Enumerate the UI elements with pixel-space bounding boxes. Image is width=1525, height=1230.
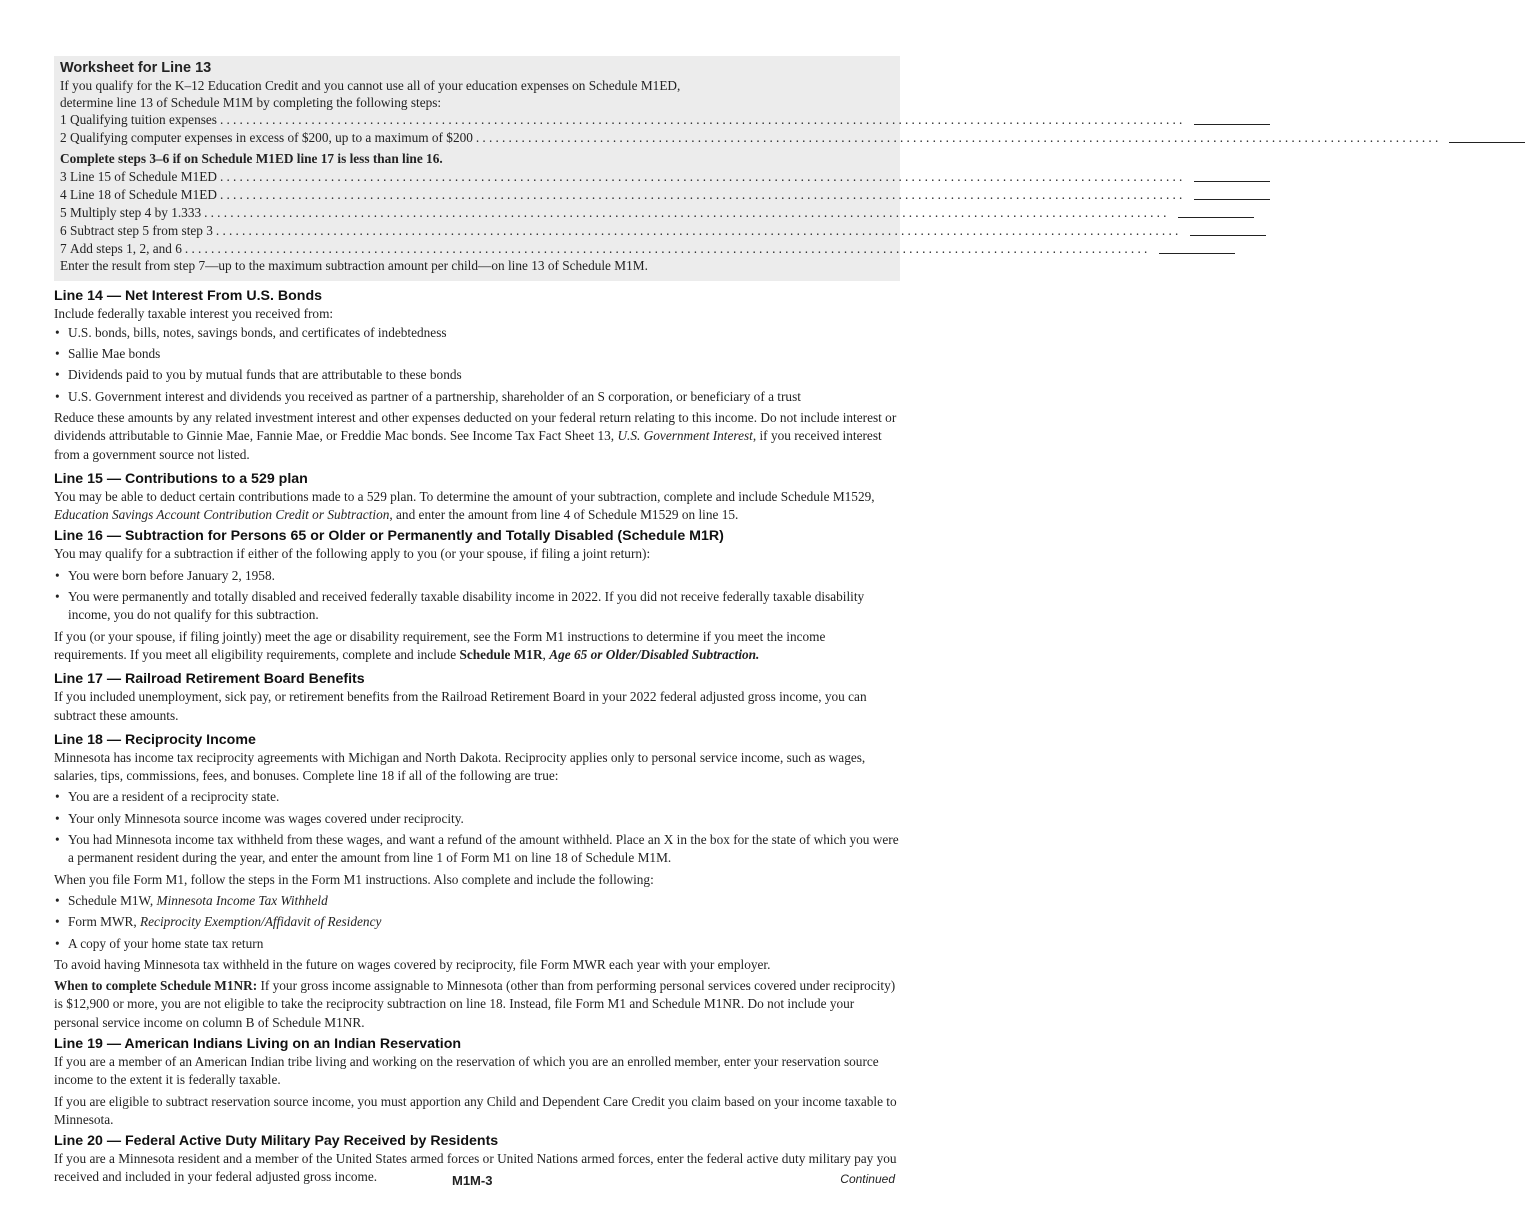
line-14-intro: Include federally taxable interest you received from: <box>54 305 334 321</box>
text: , and enter the amount from line 4 of Schedule M1529 on line 15. <box>389 507 739 523</box>
list-item: • You are a resident of a reciprocity state. <box>54 788 900 806</box>
dot-leader: .................................................................................................................................................... <box>184 241 1151 256</box>
list-item: • U.S. bonds, bills, notes, savings bonds, and certificates of indebtedness <box>54 324 900 342</box>
worksheet-step <box>60 222 1182 240</box>
dot-leader: .................................................................................................................................................... <box>215 223 1182 238</box>
line-14-list <box>54 324 900 406</box>
bold-lead: When to complete Schedule M1NR: <box>54 978 258 994</box>
list-item <box>54 935 900 953</box>
step-text: Line 18 of Schedule M1ED <box>70 187 217 202</box>
form-title: Reciprocity Exemption/Affidavit of Residency <box>140 914 382 930</box>
line-18-forms-list <box>54 892 900 953</box>
text: Schedule M1W, <box>68 892 157 908</box>
step-text: Add steps 1, 2, and 6 <box>70 241 182 256</box>
answer-blank[interactable] <box>1194 186 1270 200</box>
text: If your gross income assignable to Minnesota (other than from performing personal services covered under reciprocity) is $12,900 or more, you are not eligible to take the reciprocity subtraction on line 18. Instead, file Form M1 and Schedule M1NR. Do not include your personal service income on column B of Schedule M1NR. <box>54 978 896 1030</box>
fact-sheet-title: U.S. Government Interest <box>617 428 753 444</box>
line-16-intro: You may qualify for a subtraction if either of the following apply to you (or your spouse, if filing a joint return): <box>54 546 651 562</box>
line-14-heading: Line 14 — Net Interest From U.S. Bonds <box>54 287 323 304</box>
worksheet-result: Enter the result from step 7—up to the maximum subtraction amount per child—on line 13 of Schedule M1M. <box>60 258 648 273</box>
text: A copy of your home state tax return <box>68 935 264 951</box>
dot-leader: .................................................................................................................................................... <box>219 187 1186 202</box>
worksheet-step <box>60 111 1186 129</box>
worksheet-note: Complete steps 3–6 if on Schedule M1ED line 17 is less than line 16. <box>60 151 443 166</box>
text: , if you received interest from a government source not listed. <box>54 428 882 462</box>
worksheet-step <box>60 129 1442 147</box>
line-17-paragraph: If you included unemployment, sick pay, or retirement benefits from the Railroad Retirement Board in your 2022 federal adjusted gross income, you can subtract these amounts. <box>54 689 867 723</box>
worksheet-step <box>60 168 1186 186</box>
worksheet-intro: If you qualify for the K–12 Education Credit and you cannot use all of your education expenses on Schedule M1ED, <box>60 78 681 93</box>
text: If you (or your spouse, if filing jointly) meet the age or disability requirement, see the Form M1 instructions to determine if you meet the income requirements. If you meet all eligibility requirements, complete and include <box>54 628 826 662</box>
worksheet-step <box>60 186 1186 204</box>
step-number: 6 <box>60 223 67 238</box>
form-title: Minnesota Income Tax Withheld <box>156 892 328 908</box>
list-item: • U.S. Government interest and dividends you received as partner of a partnership, shareholder of an S corporation, or beneficiary of a trust <box>54 388 900 406</box>
list-item: • You were permanently and totally disabled and received federally taxable disability income in 2022. If you did not receive federally taxable disability income, you do not qualify for this subtraction. <box>54 588 900 625</box>
text: You may be able to deduct certain contributions made to a 529 plan. To determine the amount of your subtraction, complete and include Schedule M1529, <box>54 488 875 504</box>
step-number: 5 <box>60 205 67 220</box>
dot-leader: .................................................................................................................................................... <box>219 169 1186 184</box>
answer-blank[interactable] <box>1190 222 1266 236</box>
continued-label: Continued <box>840 1172 895 1186</box>
step-number: 3 <box>60 169 67 184</box>
answer-blank[interactable] <box>1178 204 1254 218</box>
worksheet-title: Worksheet for Line 13 <box>60 60 212 76</box>
dot-leader: .................................................................................................................................................... <box>219 112 1186 127</box>
form-title: Education Savings Account Contribution Credit or Subtraction <box>54 507 390 523</box>
form-title: Age 65 or Older/Disabled Subtraction. <box>549 646 760 662</box>
list-item: • Your only Minnesota source income was wages covered under reciprocity. <box>54 810 900 828</box>
step-text: Line 15 of Schedule M1ED <box>70 169 217 184</box>
line-15-paragraph <box>54 488 900 525</box>
line-14-paragraph <box>54 409 900 464</box>
line-16-paragraph <box>54 628 900 665</box>
line-15-heading: Line 15 — Contributions to a 529 plan <box>54 470 308 487</box>
page-content <box>54 56 1442 1190</box>
line-20-paragraph: If you are a Minnesota resident and a member of the United States armed forces or United Nations armed forces, enter the federal active duty military pay you received and included in your federal adjusted gross income. <box>54 1151 897 1185</box>
line-16-list <box>54 567 900 625</box>
dot-leader: .................................................................................................................................................... <box>475 130 1442 145</box>
step-number: 7 <box>60 241 67 256</box>
line-18-list <box>54 788 900 867</box>
step-text: Multiply step 4 by 1.333 <box>70 205 202 220</box>
answer-blank[interactable] <box>1194 111 1270 125</box>
list-item: • Dividends paid to you by mutual funds that are attributable to these bonds <box>54 366 900 384</box>
line-17-heading: Line 17 — Railroad Retirement Board Benefits <box>54 671 365 688</box>
answer-blank[interactable] <box>1159 240 1235 254</box>
line-18-heading: Line 18 — Reciprocity Income <box>54 731 256 748</box>
line-18-follow: When you file Form M1, follow the steps in the Form M1 instructions. Also complete and include the following: <box>54 871 654 887</box>
list-item: • Sallie Mae bonds <box>54 345 900 363</box>
list-item: • You were born before January 2, 1958. <box>54 567 900 585</box>
step-text: Qualifying computer expenses in excess of $200, up to a maximum of $200 <box>70 130 473 145</box>
worksheet-intro-2: determine line 13 of Schedule M1M by completing the following steps: <box>60 94 442 110</box>
step-number: 4 <box>60 187 67 202</box>
step-text: Qualifying tuition expenses <box>70 112 217 127</box>
line-16-heading: Line 16 — Subtraction for Persons 65 or Older or Permanently and Totally Disabled (Schedule M1R) <box>54 528 724 545</box>
worksheet-step <box>60 240 1151 258</box>
line-18-intro: Minnesota has income tax reciprocity agreements with Michigan and North Dakota. Reciprocity applies only to personal service income, such as wages, salaries, tips, commissions, fees, and bonuses. Complete line 18 if all of the following are true: <box>54 749 866 784</box>
line-18-avoid: To avoid having Minnesota tax withheld in the future on wages covered by reciprocity, file Form MWR each year with your employer. <box>54 956 771 972</box>
text: Reduce these amounts by any related investment interest and other expenses deducted on your federal return relating to this income. Do not include interest or dividends attributable to Ginnie Mae, Fannie Mae, or Freddie Mac bonds. See Income Tax Fact Sheet 13, <box>54 409 897 444</box>
worksheet-line-13 <box>54 56 1442 281</box>
dot-leader: .................................................................................................................................................... <box>204 205 1170 220</box>
line-19-paragraph-2: If you are eligible to subtract reservation source income, you must apportion any Child and Dependent Care Credit you claim based on your income taxable to Minnesota. <box>54 1093 897 1127</box>
step-text: Subtract step 5 from step 3 <box>70 223 213 238</box>
line-18-m1nr <box>54 977 900 1032</box>
list-item: • You had Minnesota income tax withheld from these wages, and want a refund of the amount withheld. Place an X in the box for the state of which you were a permanent resident during the year, and enter the amount from line 1 of Form M1 on line 18 of Schedule M1M. <box>54 831 900 868</box>
list-item <box>54 913 900 931</box>
line-20-heading: Line 20 — Federal Active Duty Military Pay Received by Residents <box>54 1133 499 1150</box>
answer-blank[interactable] <box>1194 168 1270 182</box>
text: , <box>542 646 550 662</box>
text: Form MWR, <box>68 914 141 930</box>
list-item <box>54 892 900 910</box>
step-number: 2 <box>60 130 67 145</box>
page-number: M1M-3 <box>452 1173 493 1188</box>
answer-blank[interactable] <box>1449 129 1525 143</box>
form-name: Schedule M1R <box>459 646 543 662</box>
step-number: 1 <box>60 112 67 127</box>
worksheet-step <box>60 204 1170 222</box>
line-19-paragraph-1: If you are a member of an American Indian tribe living and working on the reservation of which you are an enrolled member, enter your reservation source income to the extent it is federally taxable. <box>54 1054 879 1088</box>
line-19-heading: Line 19 — American Indians Living on an Indian Reservation <box>54 1036 462 1052</box>
